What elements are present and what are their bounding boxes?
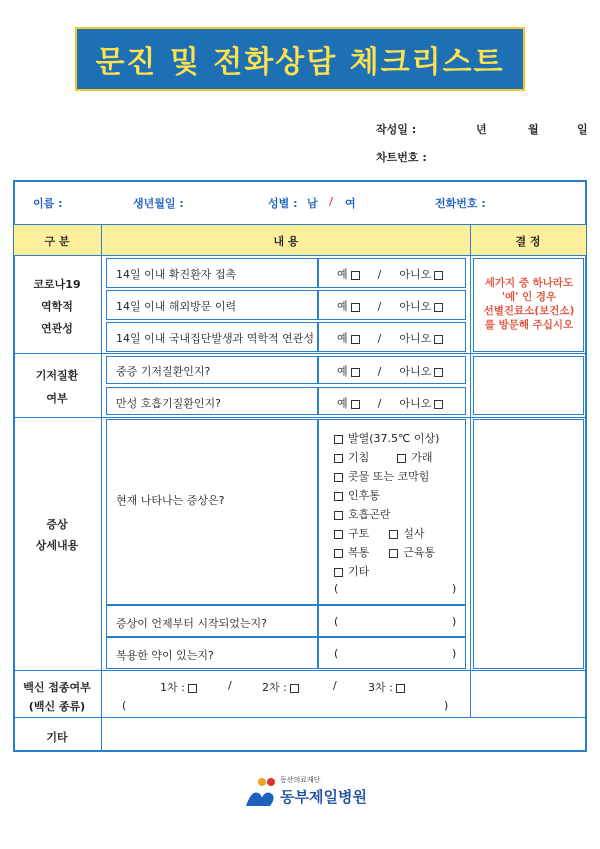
yes-label: 예 [337, 365, 348, 378]
symptom-etc[interactable]: 기타 [334, 563, 369, 579]
checkbox[interactable] [334, 435, 343, 444]
meds-open-paren[interactable]: ( [334, 647, 339, 660]
symptoms-label-2: 상세내용 [35, 539, 79, 552]
current-symptoms-question: 현재 나타나는 증상은? [116, 494, 225, 507]
yes-label: 예 [337, 397, 348, 410]
symptom-row[interactable]: 복통 근육통 [334, 544, 435, 560]
chronic-label-2: 여부 [46, 392, 68, 405]
checkbox[interactable] [334, 454, 343, 463]
chronic-row-2: 만성 호흡기질환인지? [116, 397, 221, 410]
symptom-fever[interactable]: 발열(37.5℃ 이상) [334, 430, 439, 446]
checkbox[interactable] [290, 684, 299, 693]
chronic-row-1: 중증 기저질환인지? [116, 365, 211, 378]
no-label: 아니오 [399, 268, 432, 281]
yes-no-row[interactable]: 예 / 아니오 [337, 395, 443, 411]
sex-label: 성별 : [268, 197, 298, 210]
covid-label-2: 역학적 [41, 300, 73, 313]
logo-name: 동부제일병원 [280, 788, 367, 806]
vaccine-dose-3[interactable]: 3차 : [368, 679, 405, 695]
yes-checkbox[interactable] [351, 335, 360, 344]
symptom-runny-nose[interactable]: 콧물 또는 코막힘 [334, 468, 429, 484]
onset-question: 증상이 언제부터 시작되었는지? [116, 617, 267, 630]
vaccine-label-2: (백신 종류) [28, 700, 86, 713]
vaccine-separator: / [333, 679, 337, 692]
name-label: 이름 : [33, 197, 63, 210]
vaccine-dose-2[interactable]: 2차 : [262, 679, 299, 695]
header-content: 내 용 [273, 235, 299, 248]
other-label: 기타 [46, 731, 68, 744]
decision-note: 세가지 중 하나라도 '예' 인 경우 선별진료소(보건소) 를 방문해 주십시오 [483, 277, 575, 331]
hospital-logo [244, 776, 374, 810]
no-checkbox[interactable] [434, 271, 443, 280]
yes-checkbox[interactable] [351, 368, 360, 377]
no-label: 아니오 [399, 397, 432, 410]
vaccine-dose-1[interactable]: 1차 : [160, 679, 197, 695]
covid-row-1: 14일 이내 확진환자 접촉 [116, 268, 237, 281]
chart-number-label: 차트번호 : [376, 151, 427, 164]
checkbox[interactable] [188, 684, 197, 693]
header-category: 구 분 [44, 235, 70, 248]
female-option: 여 [345, 197, 356, 210]
page-title: 문진 및 전화상담 체크리스트 [95, 45, 505, 80]
title-banner [75, 27, 525, 91]
vaccine-label-1: 백신 접종여부 [23, 681, 91, 694]
onset-open-paren[interactable]: ( [334, 615, 339, 628]
meds-close-paren: ) [452, 647, 457, 660]
checkbox[interactable] [389, 530, 398, 539]
symptom-row[interactable]: 기침 가래 [334, 449, 433, 465]
vaccine-type-open-paren[interactable]: ( [122, 699, 127, 712]
checkbox[interactable] [334, 492, 343, 501]
written-date-label: 작성일 : [376, 123, 417, 136]
yes-checkbox[interactable] [351, 271, 360, 280]
yes-label: 예 [337, 332, 348, 345]
checkbox[interactable] [334, 530, 343, 539]
birth-label: 생년월일 : [133, 197, 184, 210]
yes-label: 예 [337, 300, 348, 313]
symptoms-label-1: 증상 [46, 518, 68, 531]
symptom-etc-close-paren: ) [452, 582, 457, 595]
symptom-row[interactable]: 구토 설사 [334, 525, 425, 541]
no-label: 아니오 [399, 332, 432, 345]
month-label: 월 [528, 123, 539, 136]
checkbox[interactable] [396, 684, 405, 693]
no-label: 아니오 [399, 365, 432, 378]
yes-no-row[interactable]: 예 / 아니오 [337, 330, 443, 346]
covid-row-3: 14일 이내 국내집단발생과 역학적 연관성 [116, 332, 314, 345]
header-row-bg [14, 224, 586, 255]
male-option: 남 [307, 197, 318, 210]
no-checkbox[interactable] [434, 303, 443, 312]
yes-checkbox[interactable] [351, 303, 360, 312]
onset-close-paren: ) [452, 615, 457, 628]
checkbox[interactable] [334, 473, 343, 482]
header-decision: 결 정 [515, 235, 541, 248]
covid-label-1: 코로나19 [33, 278, 81, 291]
symptom-dyspnea[interactable]: 호흡곤란 [334, 506, 391, 522]
covid-label-3: 연관성 [41, 322, 73, 335]
yes-no-row[interactable]: 예 / 아니오 [337, 298, 443, 314]
checkbox[interactable] [334, 511, 343, 520]
day-label: 일 [577, 123, 588, 136]
meds-question: 복용한 약이 있는지? [116, 649, 214, 662]
no-checkbox[interactable] [434, 368, 443, 377]
checkbox[interactable] [389, 549, 398, 558]
phone-label: 전화번호 : [435, 197, 486, 210]
yes-label: 예 [337, 268, 348, 281]
logo-org: 동산의료재단 [280, 776, 321, 784]
symptom-etc-open-paren[interactable]: ( [334, 582, 339, 595]
covid-row-2: 14일 이내 해외방문 이력 [116, 300, 237, 313]
no-label: 아니오 [399, 300, 432, 313]
sex-separator: / [329, 195, 334, 208]
checkbox[interactable] [334, 549, 343, 558]
year-label: 년 [476, 123, 487, 136]
chronic-label-1: 기저질환 [35, 369, 79, 382]
checkbox[interactable] [397, 454, 406, 463]
no-checkbox[interactable] [434, 400, 443, 409]
vaccine-separator: / [228, 679, 232, 692]
yes-checkbox[interactable] [351, 400, 360, 409]
no-checkbox[interactable] [434, 335, 443, 344]
symptom-sore-throat[interactable]: 인후통 [334, 487, 380, 503]
vaccine-type-close-paren: ) [444, 699, 449, 712]
yes-no-row[interactable]: 예 / 아니오 [337, 363, 443, 379]
yes-no-row[interactable]: 예 / 아니오 [337, 266, 443, 282]
checkbox[interactable] [334, 568, 343, 577]
